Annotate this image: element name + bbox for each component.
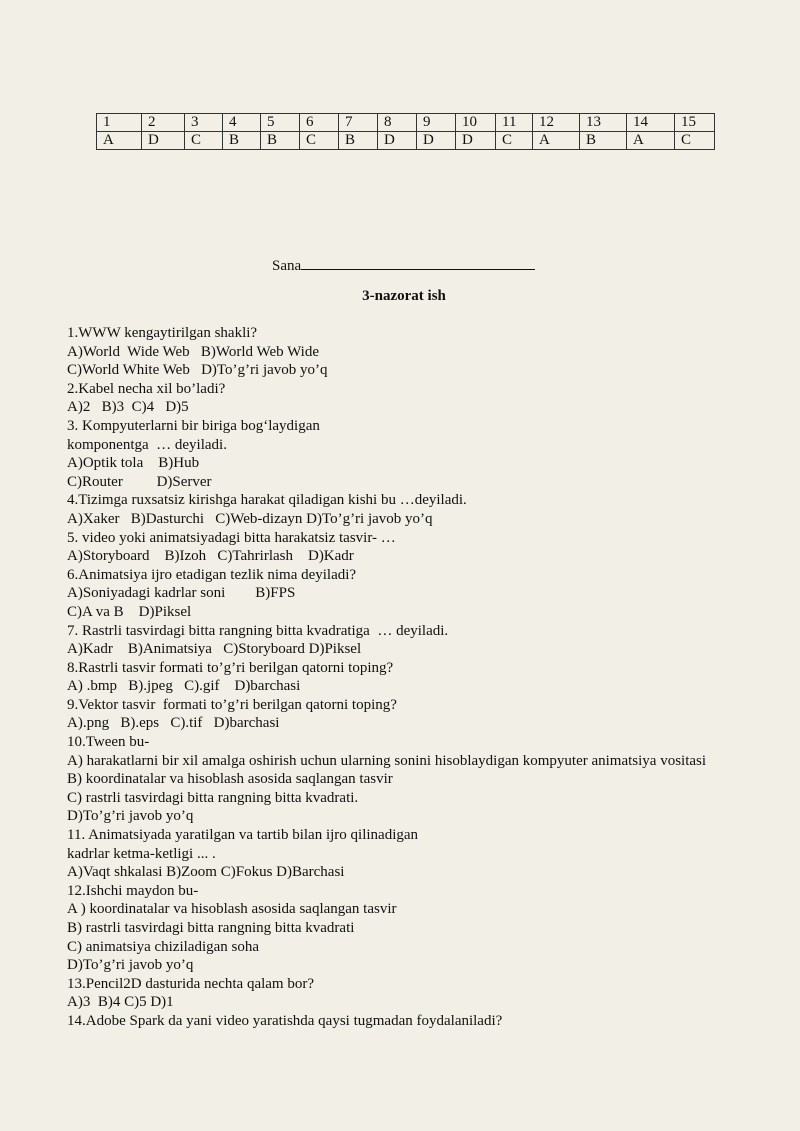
- question-line: komponentga … deyiladi.: [67, 436, 227, 453]
- answer-cell: B: [580, 132, 627, 150]
- answer-cell: D: [378, 132, 417, 150]
- answer-cell: B: [223, 132, 261, 150]
- question-line: 3. Kompyuterlarni bir biriga bog‘laydigan: [67, 417, 320, 434]
- question-number-cell: 8: [378, 114, 417, 132]
- answer-option-line: A ) koordinatalar va hisoblash asosida saqlangan tasvir: [67, 901, 397, 918]
- answer-options-line: A)Vaqt shkalasi B)Zoom C)Fokus D)Barchasi: [67, 864, 345, 881]
- answer-options-line: C)A va B D)Piksel: [67, 603, 192, 620]
- question-line: 10.Tween bu-: [67, 734, 150, 751]
- answer-options-line: A)3 B)4 C)5 D)1: [67, 994, 174, 1011]
- answer-option-line: D)To’g’ri javob yo’q: [67, 808, 194, 825]
- answer-options-line: A)Kadr B)Animatsiya C)Storyboard D)Piksel: [67, 641, 362, 658]
- question-line: kadrlar ketma-ketligi ... .: [67, 845, 216, 862]
- answer-cell: C: [675, 132, 715, 150]
- question-line: 12.Ishchi maydon bu-: [67, 882, 199, 899]
- answer-cell: A: [533, 132, 580, 150]
- answer-cell: B: [339, 132, 378, 150]
- question-number-cell: 5: [261, 114, 300, 132]
- question-number-cell: 1: [97, 114, 142, 132]
- date-blank-line: [301, 255, 535, 270]
- answer-option-line: B) koordinatalar va hisoblash asosida saqlangan tasvir: [67, 771, 393, 788]
- answer-cell: D: [456, 132, 496, 150]
- answer-options-line: A) .bmp B).jpeg C).gif D)barchasi: [67, 678, 301, 695]
- answer-options-line: A)Xaker B)Dasturchi C)Web-dizayn D)To’g’ri javob yo’q: [67, 510, 433, 527]
- date-field: [272, 255, 535, 275]
- answer-cell: A: [97, 132, 142, 150]
- answer-option-line: D)To’g’ri javob yo’q: [67, 957, 194, 974]
- question-line: 7. Rastrli tasvirdagi bitta rangning bitta kvadratiga … deyiladi.: [67, 622, 449, 639]
- question-line: 13.Pencil2D dasturida nechta qalam bor?: [67, 975, 315, 992]
- answer-options-line: A)Storyboard B)Izoh C)Tahrirlash D)Kadr: [67, 548, 354, 565]
- answer-cell: D: [142, 132, 185, 150]
- answer-option-line: A) harakatlarni bir xil amalga oshirish uchun ularning sonini hisoblaydigan kompyuter animatsiya vositasi: [67, 752, 707, 769]
- answer-cell: A: [627, 132, 675, 150]
- question-number-cell: 6: [300, 114, 339, 132]
- question-line: 4.Tizimga ruxsatsiz kirishga harakat qiladigan kishi bu …deyiladi.: [67, 492, 467, 509]
- answer-options-line: A).png B).eps C).tif D)barchasi: [67, 715, 280, 732]
- answer-cell: C: [185, 132, 223, 150]
- question-number-cell: 7: [339, 114, 378, 132]
- answer-options-line: C)World White Web D)To’g’ri javob yo’q: [67, 362, 328, 379]
- question-number-row: [97, 114, 715, 132]
- answer-option-line: C) rastrli tasvirdagi bitta rangning bitta kvadrati.: [67, 789, 359, 806]
- answer-options-line: A)Soniyadagi kadrlar soni B)FPS: [67, 585, 296, 602]
- answer-row: [97, 132, 715, 150]
- question-line: 6.Animatsiya ijro etadigan tezlik nima deyiladi?: [67, 566, 357, 583]
- question-number-cell: 15: [675, 114, 715, 132]
- question-number-cell: 11: [496, 114, 533, 132]
- answer-cell: C: [496, 132, 533, 150]
- question-number-cell: 14: [627, 114, 675, 132]
- answer-options-line: A)2 B)3 C)4 D)5: [67, 399, 189, 416]
- question-number-cell: 4: [223, 114, 261, 132]
- question-line: 14.Adobe Spark da yani video yaratishda qaysi tugmadan foydalaniladi?: [67, 1012, 503, 1029]
- question-number-cell: 13: [580, 114, 627, 132]
- question-line: 8.Rastrli tasvir formati to’g’ri berilgan qatorni toping?: [67, 659, 394, 676]
- question-line: 9.Vektor tasvir formati to’g’ri berilgan qatorni toping?: [67, 696, 397, 713]
- answer-option-line: B) rastrli tasvirdagi bitta rangning bitta kvadrati: [67, 920, 355, 936]
- quiz-questions: [67, 324, 717, 1031]
- question-number-cell: 10: [456, 114, 496, 132]
- question-line: 2.Kabel necha xil bo’ladi?: [67, 380, 226, 397]
- answer-options-line: A)World Wide Web B)World Web Wide: [67, 343, 319, 360]
- answer-options-line: A)Optik tola B)Hub: [67, 455, 200, 472]
- answer-cell: D: [417, 132, 456, 150]
- answer-key-table: [96, 113, 715, 150]
- question-number-cell: 3: [185, 114, 223, 132]
- answer-options-line: C)Router D)Server: [67, 473, 212, 490]
- page-title: 3-nazorat ish: [362, 288, 446, 304]
- answer-cell: C: [300, 132, 339, 150]
- question-line: 5. video yoki animatsiyadagi bitta harakatsiz tasvir- …: [67, 529, 396, 546]
- question-number-cell: 2: [142, 114, 185, 132]
- answer-option-line: C) animatsiya chiziladigan soha: [67, 938, 260, 955]
- question-number-cell: 9: [417, 114, 456, 132]
- question-line: 11. Animatsiyada yaratilgan va tartib bilan ijro qilinadigan: [67, 827, 419, 844]
- answer-cell: B: [261, 132, 300, 150]
- question-line: 1.WWW kengaytirilgan shakli?: [67, 325, 258, 341]
- date-label: Sana: [272, 258, 302, 274]
- question-number-cell: 12: [533, 114, 580, 132]
